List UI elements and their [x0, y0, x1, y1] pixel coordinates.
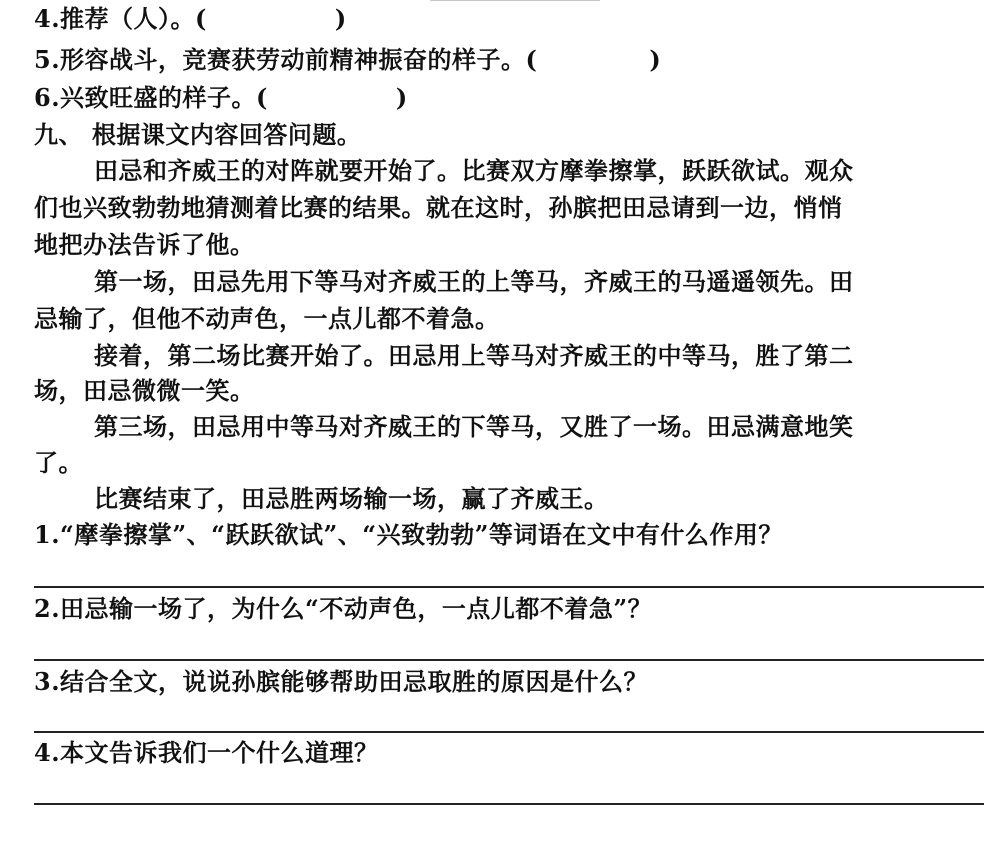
passage-line-10: 比赛结束了，田忌胜两场输一场，赢了齐威王。 [94, 484, 609, 513]
answer-line-3[interactable] [34, 731, 984, 733]
passage-line-8: 第三场，田忌用中等马对齐威王的下等马，又胜了一场。田忌满意地笑 [94, 412, 854, 441]
passage-line-9: 了。 [34, 448, 83, 477]
vocab-item-6-label: 6.兴致旺盛的样子。( [34, 83, 268, 112]
vocab-item-5 [34, 45, 661, 75]
vocab-item-6 [34, 83, 408, 113]
vocab-item-5-label: 5.形容战斗，竞赛获劳动前精神振奋的样子。( [34, 45, 538, 74]
question-4: 4.本文告诉我们一个什么道理？ [34, 738, 379, 767]
passage-line-3: 地把办法告诉了他。 [34, 230, 255, 259]
question-2: 2.田忌输一场了，为什么“不动声色，一点儿都不着急”？ [34, 594, 653, 623]
answer-line-2[interactable] [34, 659, 984, 661]
vocab-item-4 [34, 4, 347, 34]
section-heading: 九、 根据课文内容回答问题。 [34, 120, 362, 149]
vocab-item-5-close: ) [649, 45, 662, 74]
passage-line-2: 们也兴致勃勃地猜测着比赛的结果。就在这时，孙膑把田忌请到一边，悄悄 [34, 193, 843, 222]
vocab-item-6-close: ) [395, 83, 408, 112]
cropped-top-fragment [430, 0, 600, 1]
vocab-item-4-close: ) [334, 4, 347, 33]
answer-line-1[interactable] [34, 586, 984, 588]
passage-line-6: 接着，第二场比赛开始了。田忌用上等马对齐威王的中等马，胜了第二 [94, 341, 854, 370]
passage-line-4: 第一场，田忌先用下等马对齐威王的上等马，齐威王的马遥遥领先。田 [94, 267, 854, 296]
passage-line-1: 田忌和齐威王的对阵就要开始了。比赛双方摩拳擦掌，跃跃欲试。观众 [94, 156, 854, 185]
answer-line-4[interactable] [34, 803, 984, 805]
question-1: 1.“摩拳擦掌”、“跃跃欲试”、“兴致勃勃”等词语在文中有什么作用？ [34, 520, 783, 549]
question-3: 3.结合全文，说说孙膑能够帮助田忌取胜的原因是什么？ [34, 667, 649, 696]
passage-line-7: 场，田忌微微一笑。 [34, 376, 255, 405]
passage-line-5: 忌输了，但他不动声色，一点儿都不着急。 [34, 304, 500, 333]
vocab-item-4-label: 4.推荐（人）。( [34, 4, 207, 33]
